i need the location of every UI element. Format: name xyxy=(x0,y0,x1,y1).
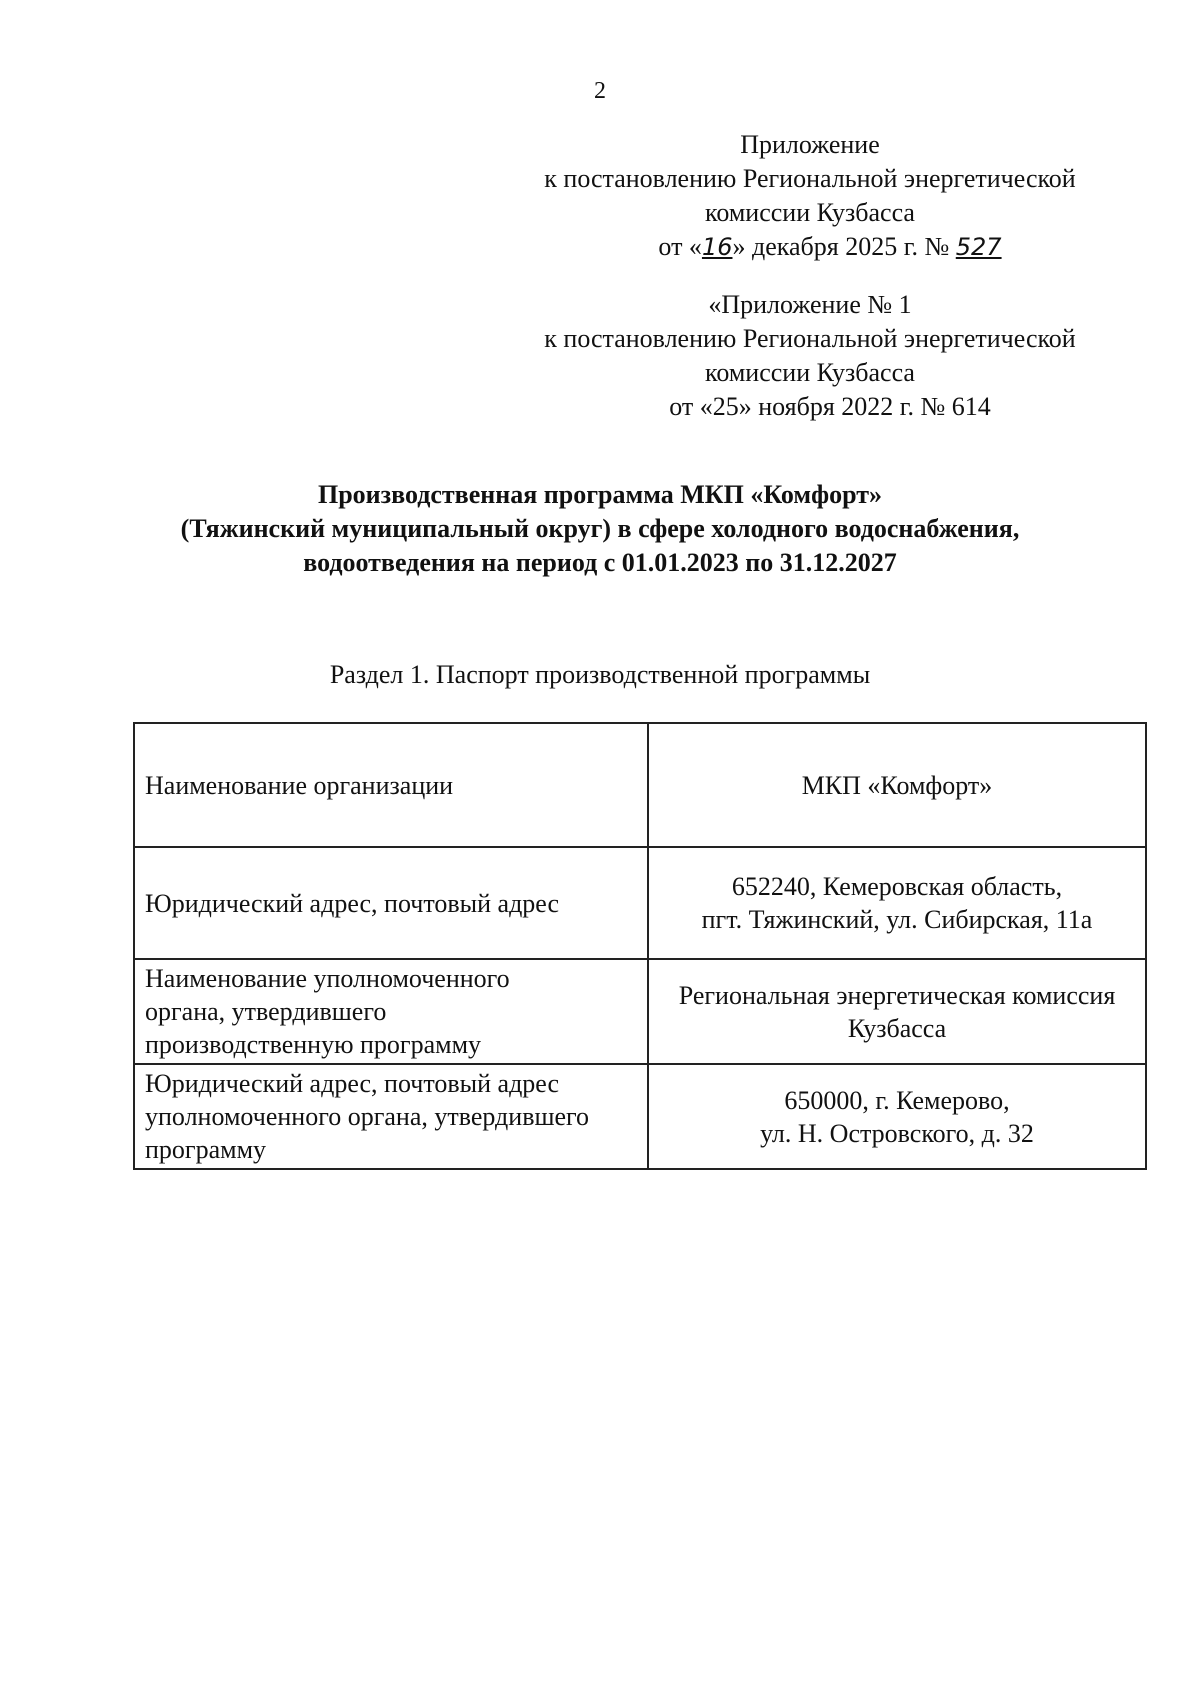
value-line: пгт. Тяжинский, ул. Сибирская, 11а xyxy=(701,905,1093,934)
handwritten-number: 527 xyxy=(955,233,1002,261)
label-line: Юридический адрес, почтовый адрес xyxy=(145,1069,560,1098)
row-label xyxy=(134,959,648,1064)
row-label xyxy=(134,723,648,847)
date-suffix: » декабря 2025 г. № xyxy=(732,232,950,261)
attachment-date-line xyxy=(520,230,1100,264)
program-title-line-2: (Тяжинский муниципальный округ) в сфере холодного водоснабжения, xyxy=(180,514,1020,543)
page-number: 2 xyxy=(594,78,606,104)
label-line: уполномоченного органа, утвердившего xyxy=(145,1102,590,1131)
attachment-title: Приложение xyxy=(740,130,880,159)
attachment-line-3: комиссии Кузбасса xyxy=(705,198,915,227)
row-value xyxy=(648,847,1146,959)
value-line: 650000, г. Кемерово, xyxy=(784,1085,1010,1115)
value-line: Кузбасса xyxy=(847,1013,947,1043)
label-line: Наименование уполномоченного xyxy=(145,964,510,993)
value-line: 652240, Кемеровская область, xyxy=(731,872,1063,901)
attachment-line-2: к постановлению Региональной энергетической xyxy=(544,164,1076,193)
label-line: программу xyxy=(145,1135,267,1164)
row-value xyxy=(648,1064,1146,1169)
row-value xyxy=(648,723,1146,847)
prior-attachment-header xyxy=(520,288,1100,424)
value-line: Региональная энергетическая комиссия xyxy=(678,980,1116,1010)
label-line: Юридический адрес, почтовый адрес xyxy=(145,888,560,918)
table-row xyxy=(134,847,1146,959)
attachment-header xyxy=(520,128,1100,264)
date-prefix: от « xyxy=(658,232,702,261)
value-line: МКП «Комфорт» xyxy=(801,770,993,800)
program-title-line-1: Производственная программа МКП «Комфорт» xyxy=(317,480,882,509)
label-line: производственную программу xyxy=(145,1030,482,1059)
program-title xyxy=(0,478,1200,580)
table-row xyxy=(134,1064,1146,1169)
handwritten-day: 16 xyxy=(701,233,733,261)
section-heading: Раздел 1. Паспорт производственной программы xyxy=(329,660,871,689)
row-label xyxy=(134,847,648,959)
prior-attachment-line-3: комиссии Кузбасса xyxy=(705,358,915,387)
row-label xyxy=(134,1064,648,1169)
value-line: ул. Н. Островского, д. 32 xyxy=(760,1118,1034,1148)
row-value xyxy=(648,959,1146,1064)
table-row xyxy=(134,959,1146,1064)
prior-attachment-line-4: от «25» ноября 2022 г. № 614 xyxy=(669,392,991,421)
prior-attachment-line-2: к постановлению Региональной энергетической xyxy=(544,324,1076,353)
prior-attachment-title: «Приложение № 1 xyxy=(708,290,912,319)
passport-table xyxy=(133,722,1147,1170)
table-row xyxy=(134,723,1146,847)
label-line: органа, утвердившего xyxy=(145,997,387,1026)
label-line: Наименование организации xyxy=(145,770,454,800)
program-title-line-3: водоотведения на период с 01.01.2023 по 31.12.2027 xyxy=(303,548,897,577)
